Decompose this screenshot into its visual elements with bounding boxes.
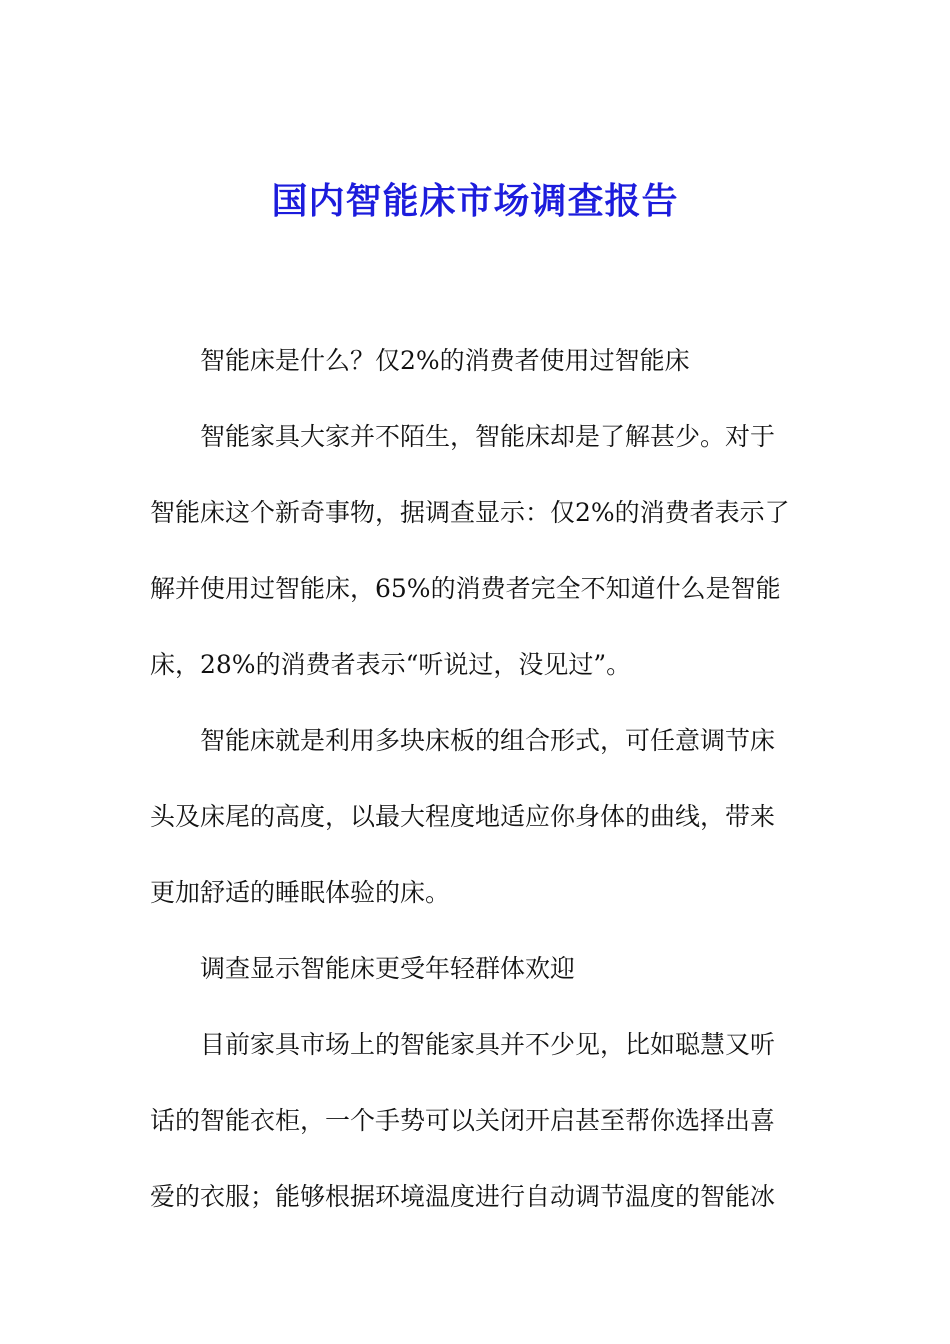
- heading-young-users: 调查显示智能床更受年轻群体欢迎: [200, 954, 576, 983]
- paragraph-line: 智能床就是利用多块床板的组合形式，可任意调节床: [200, 726, 776, 755]
- paragraph-line: 解并使用过智能床，65%的消费者完全不知道什么是智能: [150, 574, 781, 603]
- paragraph-line: 头及床尾的高度，以最大程度地适应你身体的曲线，带来: [150, 802, 776, 831]
- document-body: [150, 323, 802, 1235]
- document-title: 国内智能床市场调查报告: [271, 181, 679, 222]
- paragraph-line: 床，28%的消费者表示“听说过，没见过”。: [150, 650, 632, 679]
- paragraph-line: 更加舒适的睡眠体验的床。: [150, 878, 451, 907]
- paragraph-line: 智能家具大家并不陌生，智能床却是了解甚少。对于: [200, 422, 776, 451]
- paragraph-line: 目前家具市场上的智能家具并不少见，比如聪慧又听: [200, 1030, 776, 1059]
- heading-what-is-smart-bed: 智能床是什么？仅2%的消费者使用过智能床: [200, 346, 690, 375]
- paragraph-line: 话的智能衣柜，一个手势可以关闭开启甚至帮你选择出喜: [150, 1106, 776, 1135]
- paragraph-line: 智能床这个新奇事物，据调查显示：仅2%的消费者表示了: [150, 498, 790, 527]
- paragraph-line: 爱的衣服；能够根据环境温度进行自动调节温度的智能冰: [150, 1182, 776, 1211]
